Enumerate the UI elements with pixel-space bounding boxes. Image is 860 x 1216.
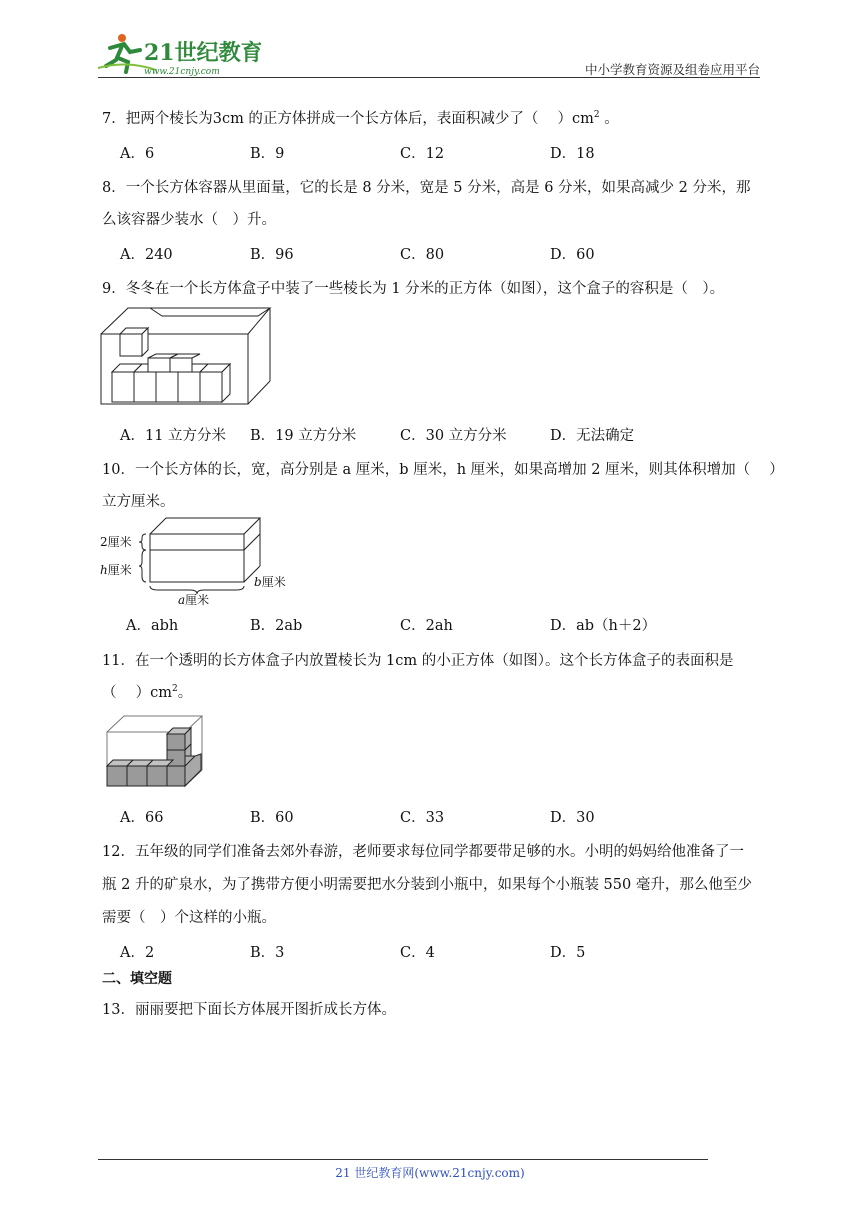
q11-option-c: C．33 [400,810,445,826]
question-11-line2: （ ）$cm^2$。 [102,684,193,701]
question-10-line1: 10．一个长方体的长，宽，高分别是 a 厘米，b 厘米，h 厘米，如果高增加 2 厘米，则其体积增加（ ） [102,462,784,478]
q7-option-c: C．12 [400,146,445,162]
q10-option-b: B．2ab [250,618,303,634]
q10-option-c: C．2ah [400,618,453,634]
logo-url: www.21cnjy.com [144,67,220,77]
q10-option-a: A．abh [126,618,179,634]
section-fill-in-title: 二、填空题 [102,971,172,987]
q9-option-d: D．无法确定 [550,428,635,444]
q12-option-c: C．4 [400,945,435,961]
q8-option-b: B．96 [250,247,294,263]
label-h: h厘米 [100,563,132,577]
q8-option-c: C．80 [400,247,445,263]
footer-text: 21 世纪教育网(www.21cnjy.com) [335,1166,525,1180]
q11-option-b: B．60 [250,810,294,826]
question-7: 7．把两个棱长为3cm 的正方体拼成一个长方体后，表面积减少了（ ）$cm^2$ 。 [102,110,619,127]
q12-option-d: D．5 [550,945,586,961]
question-12-line1: 12．五年级的同学们准备去郊外春游，老师要求每位同学都要带足够的水。小明的妈妈给他准备了一 [102,844,744,860]
q11-option-a: A．66 [120,810,164,826]
q7-option-d: D．18 [550,146,595,162]
question-11-line1: 11．在一个透明的长方体盒子内放置棱长为 1cm 的小正方体（如图）。这个长方体盒子的表面积是 [102,653,734,669]
q8-option-d: D．60 [550,247,595,263]
q12-option-b: B．3 [250,945,285,961]
question-12-line2: 瓶 2 升的矿泉水，为了携带方便小明需要把水分装到小瓶中，如果每个小瓶装 550 毫升，那么他至少 [102,877,752,893]
footer-divider [98,1159,708,1160]
header-platform-text: 中小学教育资源及组卷应用平台 [584,62,760,77]
label-2cm: 2厘米 [100,535,132,549]
question-10-line2: 立方厘米。 [102,494,175,510]
q7-option-b: B．9 [250,146,285,162]
question-13: 13．丽丽要把下面长方体展开图折成长方体。 [102,1002,396,1018]
q9-option-c: C．30 立方分米 [400,428,507,444]
question-12-line3: 需要（ ）个这样的小瓶。 [102,910,276,926]
header-divider [98,77,760,78]
logo-text: 21世纪教育 [144,40,261,66]
label-b: b厘米 [254,575,286,589]
question-9: 9．冬冬在一个长方体盒子中装了一些棱长为 1 分米的正方体（如图），这个盒子的容积是（ ）。 [102,281,725,297]
q10-option-d: D．ab（h＋2） [550,618,657,634]
q9-box-figure [98,306,278,408]
q8-option-a: A．240 [120,247,173,263]
q12-option-a: A．2 [120,945,155,961]
q10-cuboid-figure [98,514,298,606]
q7-option-a: A．6 [120,146,155,162]
label-a: a厘米 [178,593,210,606]
q9-option-a: A．11 立方分米 [120,428,227,444]
question-8-line2: 么该容器少装水（ ）升。 [102,212,276,228]
q11-transparent-box-figure [104,714,212,790]
q9-option-b: B．19 立方分米 [250,428,357,444]
site-logo [96,30,261,80]
question-8-line1: 8．一个长方体容器从里面量，它的长是 8 分米，宽是 5 分米，高是 6 分米，如果高减少 2 分米，那 [102,180,751,196]
q11-option-d: D．30 [550,810,595,826]
